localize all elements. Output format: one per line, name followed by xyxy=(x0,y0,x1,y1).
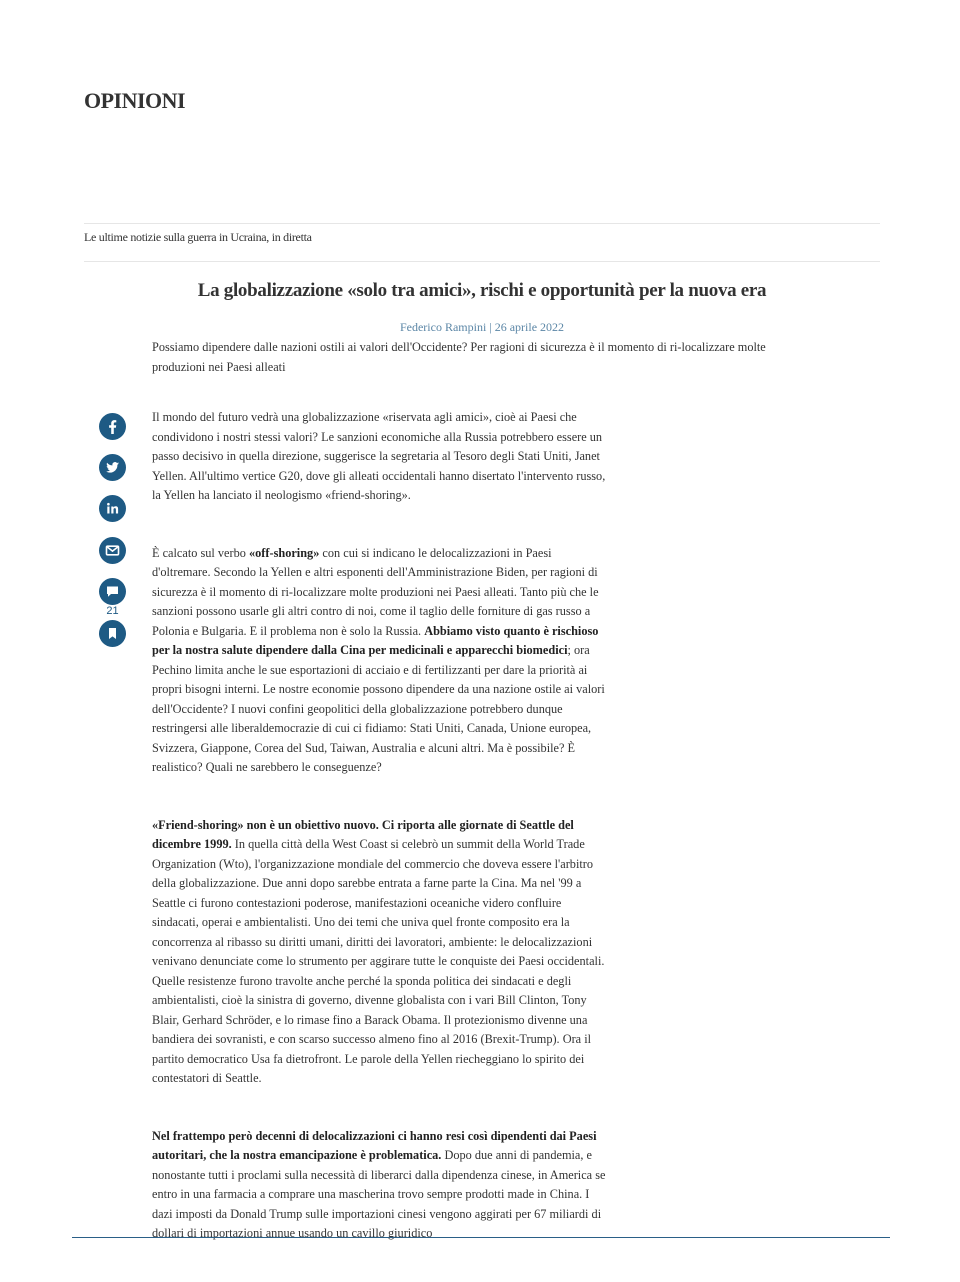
facebook-icon xyxy=(99,413,126,440)
article-body xyxy=(152,408,610,1282)
bookmark-icon xyxy=(99,620,126,647)
paragraph-bold: «Friend-shoring» non è un obiettivo nuovo. Ci riporta alle giornate di Seattle del dicembre 1999. xyxy=(152,817,574,851)
paragraph-text: con cui si indicano le delocalizzazioni in Paesi d'oltremare. Secondo la Yellen e altri esponenti dell'Amministrazione Biden, per ragioni di sicurezza è il momento di ri-localizzare molte produzioni nei Paesi alleati. Tanto più che le sanzioni possono usarle gli altri contro di noi, come il taglio delle forniture di gas russo a Polonia e Bulgaria. E il problema non è solo la Russia. xyxy=(152,545,599,638)
twitter-share-button[interactable] xyxy=(99,454,126,481)
paragraph-4 xyxy=(152,1127,610,1244)
facebook-share-button[interactable] xyxy=(99,413,126,440)
author-link[interactable]: Federico Rampini xyxy=(399,320,487,334)
email-share-button[interactable] xyxy=(99,537,126,564)
paragraph-text: È calcato sul verbo xyxy=(152,545,249,560)
article-headline: La globalizzazione «solo tra amici», rischi e opportunità per la nuova era xyxy=(197,280,767,301)
linkedin-icon xyxy=(99,495,126,522)
section-title: OPINIONI xyxy=(84,88,186,113)
footer-divider xyxy=(72,1237,890,1238)
breaking-news-link[interactable]: Le ultime notizie sulla guerra in Ucraina, in diretta xyxy=(84,230,312,244)
comment-count: 21 xyxy=(106,605,119,617)
paragraph-bold: «off-shoring» xyxy=(248,545,320,560)
linkedin-share-button[interactable] xyxy=(99,495,126,522)
comments-button[interactable] xyxy=(99,578,126,605)
comment-icon xyxy=(99,578,126,605)
paragraph-bold: Abbiamo visto quanto è rischioso per la nostra salute dipendere dalla Cina per medicinali e apparecchi biomedici xyxy=(152,623,599,657)
publish-date: 26 aprile 2022 xyxy=(494,320,565,334)
paragraph-2 xyxy=(152,544,610,778)
paragraph-text: Il mondo del futuro vedrà una globalizzazione «riservata agli amici», cioè ai Paesi che condividono i nostri stessi valori? Le sanzioni economiche alla Russia potrebbero essere un passo decisivo in quella direzione, suggerisce la segretaria al Tesoro degli Stati Uniti, Janet Yellen. All'ultimo vertice G20, dove gli alleati occidentali hanno disertato l'intervento russo, la Yellen ha lanciato il neologismo «friend-shoring». xyxy=(152,410,606,502)
bookmark-button[interactable] xyxy=(99,620,126,647)
paragraph-bold: Nel frattempo però decenni di delocalizzazioni ci hanno resi così dipendenti dai Paesi autoritari, che la nostra emancipazione è problematica. xyxy=(152,1128,597,1162)
article-summary: Possiamo dipendere dalle nazioni ostili ai valori dell'Occidente? Per ragioni di sicurezza è il momento di ri-localizzare molte produzioni nei Paesi alleati xyxy=(152,340,766,374)
paragraph-1 xyxy=(152,408,610,506)
byline-separator: | xyxy=(489,320,492,334)
divider-top xyxy=(84,223,880,224)
paragraph-3 xyxy=(152,816,610,1089)
byline xyxy=(84,320,880,335)
email-icon xyxy=(99,537,126,564)
paragraph-text: Dopo due anni di pandemia, e nonostante tutti i proclami sulla necessità di liberarci dalla dipendenza cinese, in America se entro in una farmacia a comprare una mascherina trovo sempre prodotti made in China. I dazi imposti da Donald Trump sulle importazioni cinesi vengono aggirati per 67 miliardi di dollari di importazioni annue usando un cavillo giuridico xyxy=(152,1148,606,1240)
paragraph-text: In quella città della West Coast si celebrò un summit della World Trade Organization (Wto), l'organizzazione mondiale del commercio che doveva essere l'arbitro della globalizzazione. Due anni dopo sarebbe entrata a farne parte la Cina. Ma nel '99 a Seattle ci furono contestazioni poderose, manifestazioni oceaniche videro confluire sindacati, operai e ambientalisti. Uno dei temi che univa quel fronte composito era la concorrenza al ribasso su diritti umani, diritti dei lavoratori, ambiente: le delocalizzazioni venivano denunciate come lo strumento per aggirare tutte le conquiste dei Paesi occidentali. Quelle resistenze furono travolte anche perché la sponda politica dei sindacati e degli ambientalisti, cioè la sinistra di governo, divenne globalista con i vari Bill Clinton, Tony Blair, Gerhard Schröder, e lo rimase fino a Barack Obama. Il protezionismo divenne una bandiera dei sovranisti, e con scarso successo almeno fino al 2016 (Brexit-Trump). Ora il partito democratico Usa fa dietrofront. Le parole della Yellen riecheggiano lo spirito dei contestatori di Seattle. xyxy=(152,837,605,1085)
divider-bottom xyxy=(84,261,880,262)
paragraph-text: ; ora Pechino limita anche le sue esportazioni di acciaio e di fertilizzanti per dare la priorità ai propri bisogni interni. Le nostre economie possono dipendere da una nazione ostile ai valori dell'Occidente? I nuovi confini geopolitici della globalizzazione potrebbero dunque restringersi alle liberaldemocrazie di cui ci fidiamo: Stati Uniti, Canada, Unione europea, Svizzera, Giappone, Corea del Sud, Taiwan, Australia e alcuni altri. Ma è possibile? È realistico? Quali ne sarebbero le conseguenze? xyxy=(152,643,605,774)
twitter-icon xyxy=(99,454,126,481)
